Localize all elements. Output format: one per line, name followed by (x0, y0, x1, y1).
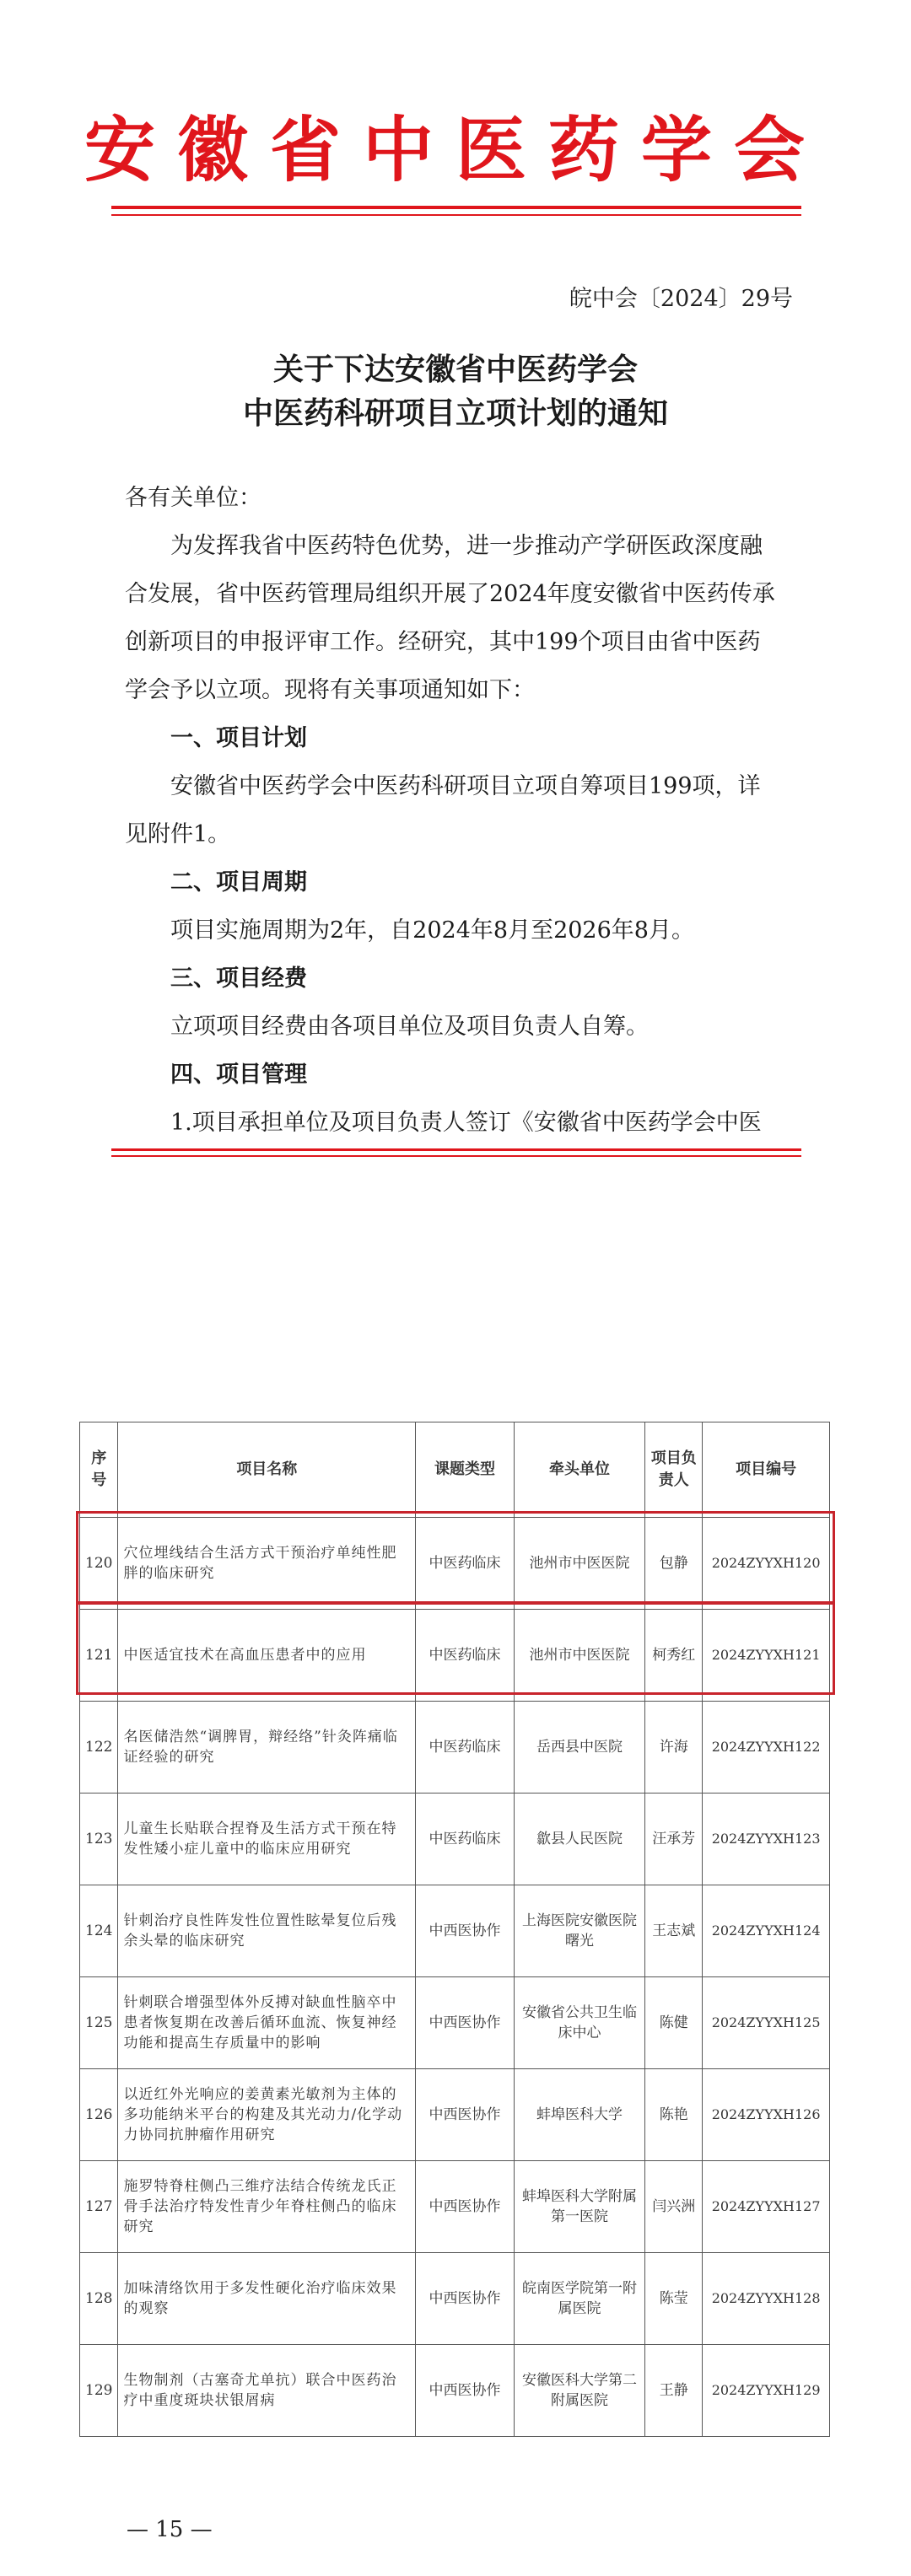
row-code: 2024ZYYXH128 (703, 2253, 830, 2345)
section-plan-line-1: 安徽省中医药学会中医药科研项目立项自筹项目199项，详 (170, 773, 761, 799)
row-code: 2024ZYYXH120 (703, 1518, 830, 1610)
intro-line-2: 合发展，省中医药管理局组织开展了2024年度安徽省中医药传承 (125, 581, 775, 607)
row-person: 包静 (645, 1518, 703, 1610)
table-row (80, 2069, 830, 2161)
section-funding-text: 立项项目经费由各项目单位及项目负责人自筹。 (170, 1014, 649, 1040)
table-row (80, 2161, 830, 2253)
section-management-text: 1.项目承担单位及项目负责人签订《安徽省中医药学会中医 (170, 1110, 762, 1136)
table-row (80, 1885, 830, 1977)
intro-line-4: 学会予以立项。现将有关事项通知如下： (125, 677, 535, 703)
header-seq: 序号 (80, 1422, 118, 1518)
row-type: 中西医协作 (416, 2253, 515, 2345)
row-type: 中西医协作 (416, 1885, 515, 1977)
row-seq: 128 (80, 2253, 118, 2345)
row-name: 以近红外光响应的姜黄素光敏剂为主体的多功能纳米平台的构建及其光动力/化学动力协同抗肿瘤作用研究 (118, 2069, 416, 2161)
notice-title-line1: 关于下达安徽省中医药学会 (272, 352, 638, 387)
header-unit: 牵头单位 (514, 1422, 645, 1518)
table-row (80, 1518, 830, 1610)
table-row (80, 1702, 830, 1794)
row-name: 针刺治疗良性阵发性位置性眩晕复位后残余头晕的临床研究 (118, 1885, 416, 1977)
section-period-text: 项目实施周期为2年，自2024年8月至2026年8月。 (170, 917, 694, 944)
section-heading-period: 二、项目周期 (170, 869, 307, 895)
row-unit: 上海医院安徽医院曙光 (514, 1885, 645, 1977)
row-type: 中医药临床 (416, 1610, 515, 1702)
project-table (79, 1422, 830, 2437)
row-seq: 127 (80, 2161, 118, 2253)
header-code: 项目编号 (703, 1422, 830, 1518)
row-person: 王志斌 (645, 1885, 703, 1977)
row-unit: 池州市中医医院 (514, 1518, 645, 1610)
row-seq: 125 (80, 1977, 118, 2069)
row-person: 王静 (645, 2345, 703, 2437)
row-unit: 池州市中医医院 (514, 1610, 645, 1702)
row-seq: 129 (80, 2345, 118, 2437)
intro-line-3: 创新项目的申报评审工作。经研究，其中199个项目由省中医药 (125, 629, 761, 655)
row-unit: 安徽省公共卫生临床中心 (514, 1977, 645, 2069)
org-name: 安徽省中医药学会 (84, 109, 827, 191)
row-type: 中医药临床 (416, 1518, 515, 1610)
row-type: 中西医协作 (416, 2161, 515, 2253)
row-person: 闫兴洲 (645, 2161, 703, 2253)
row-seq: 121 (80, 1610, 118, 1702)
row-seq: 126 (80, 2069, 118, 2161)
row-seq: 120 (80, 1518, 118, 1610)
row-name: 中医适宜技术在高血压患者中的应用 (118, 1610, 416, 1702)
row-type: 中医药临床 (416, 1794, 515, 1885)
row-name: 加味清络饮用于多发性硬化治疗临床效果的观察 (118, 2253, 416, 2345)
row-code: 2024ZYYXH127 (703, 2161, 830, 2253)
row-person: 陈健 (645, 1977, 703, 2069)
table-row (80, 2345, 830, 2437)
section-heading-management: 四、项目管理 (170, 1062, 307, 1088)
row-person: 柯秀红 (645, 1610, 703, 1702)
row-code: 2024ZYYXH123 (703, 1794, 830, 1885)
row-code: 2024ZYYXH124 (703, 1885, 830, 1977)
section-heading-funding: 三、项目经费 (170, 965, 307, 992)
row-name: 施罗特脊柱侧凸三维疗法结合传统龙氏正骨手法治疗特发性青少年脊柱侧凸的临床研究 (118, 2161, 416, 2253)
header-name: 项目名称 (118, 1422, 416, 1518)
row-seq: 122 (80, 1702, 118, 1794)
row-code: 2024ZYYXH126 (703, 2069, 830, 2161)
body-divider-thin (111, 1155, 801, 1157)
notice-title-line2: 中医药科研项目立项计划的通知 (242, 395, 668, 431)
row-seq: 124 (80, 1885, 118, 1977)
row-unit: 岳西县中医院 (514, 1702, 645, 1794)
intro-line-1: 为发挥我省中医药特色优势，进一步推动产学研医政深度融 (170, 533, 763, 559)
table-row (80, 1794, 830, 1885)
table-row (80, 1610, 830, 1702)
row-person: 陈艳 (645, 2069, 703, 2161)
row-type: 中西医协作 (416, 2069, 515, 2161)
row-code: 2024ZYYXH122 (703, 1702, 830, 1794)
notice-body (125, 474, 791, 1147)
section-plan-line-2: 见附件1。 (125, 821, 231, 847)
document-number: 皖中会〔2024〕29号 (569, 286, 793, 312)
row-person: 许海 (645, 1702, 703, 1794)
row-name: 名医储浩然“调脾胃，辩经络”针灸阵痛临证经验的研究 (118, 1702, 416, 1794)
row-unit: 安徽医科大学第二附属医院 (514, 2345, 645, 2437)
row-type: 中西医协作 (416, 2345, 515, 2437)
row-unit: 歙县人民医院 (514, 1794, 645, 1885)
table-row (80, 1977, 830, 2069)
table-row (80, 2253, 830, 2345)
row-type: 中西医协作 (416, 1977, 515, 2069)
row-unit: 蚌埠医科大学 (514, 2069, 645, 2161)
body-divider-thick (111, 1148, 801, 1151)
section-heading-plan: 一、项目计划 (170, 725, 307, 751)
row-name: 儿童生长贴联合捏脊及生活方式干预在特发性矮小症儿童中的临床应用研究 (118, 1794, 416, 1885)
header-divider-thin (111, 214, 801, 216)
table-header-row (80, 1422, 830, 1518)
row-code: 2024ZYYXH121 (703, 1610, 830, 1702)
row-name: 生物制剂（古塞奇尤单抗）联合中医药治疗中重度斑块状银屑病 (118, 2345, 416, 2437)
header-divider-thick (111, 206, 801, 209)
row-seq: 123 (80, 1794, 118, 1885)
page-number: — 15 — (127, 2517, 213, 2542)
row-code: 2024ZYYXH129 (703, 2345, 830, 2437)
row-person: 陈莹 (645, 2253, 703, 2345)
row-type: 中医药临床 (416, 1702, 515, 1794)
row-name: 针刺联合增强型体外反搏对缺血性脑卒中患者恢复期在改善后循环血流、恢复神经功能和提高生存质量中的影响 (118, 1977, 416, 2069)
row-code: 2024ZYYXH125 (703, 1977, 830, 2069)
header-type: 课题类型 (416, 1422, 515, 1518)
row-unit: 皖南医学院第一附属医院 (514, 2253, 645, 2345)
salutation: 各有关单位： (125, 485, 261, 511)
header-person: 项目负责人 (645, 1422, 703, 1518)
row-name: 穴位埋线结合生活方式干预治疗单纯性肥胖的临床研究 (118, 1518, 416, 1610)
row-unit: 蚌埠医科大学附属第一医院 (514, 2161, 645, 2253)
row-person: 汪承芳 (645, 1794, 703, 1885)
